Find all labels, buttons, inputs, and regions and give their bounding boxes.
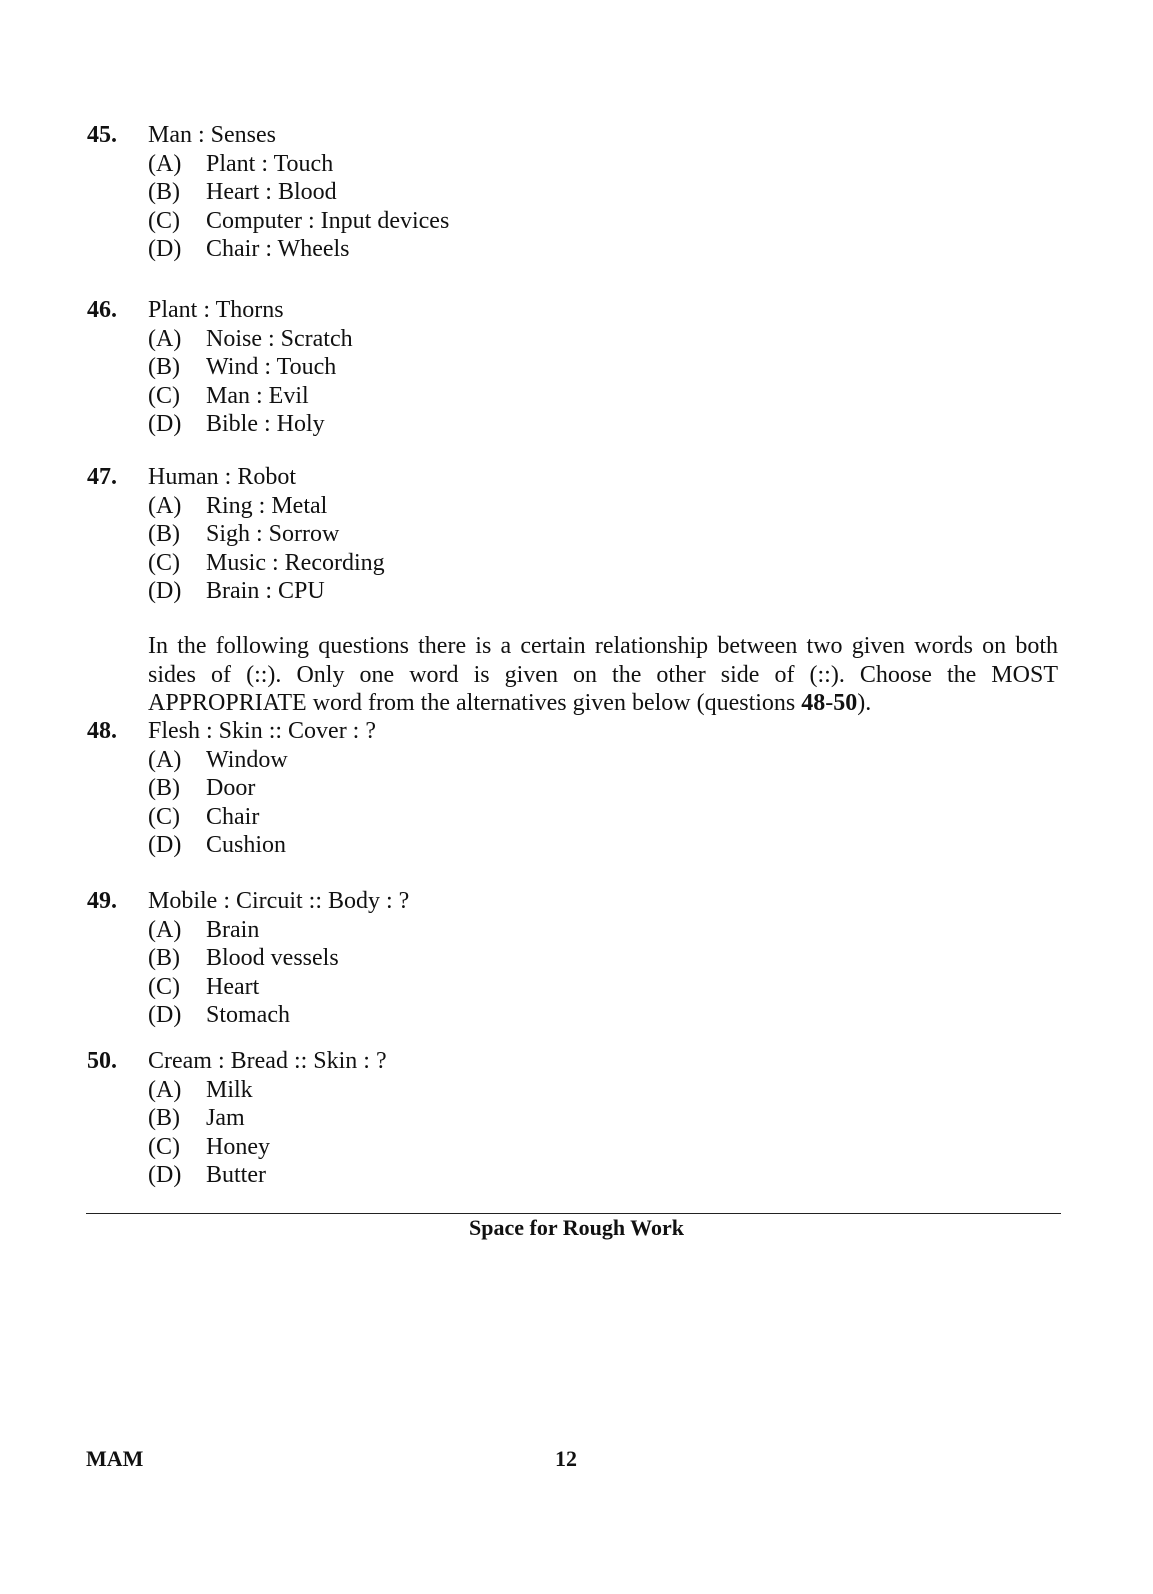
option-label: (A) [148, 746, 182, 773]
option-text: Blood vessels [206, 945, 339, 971]
instruction-range-separator: - [825, 690, 834, 716]
option-c [148, 803, 1077, 832]
question-number: 45. [87, 122, 117, 148]
option-text: Noise : Scratch [206, 325, 353, 352]
option-list [148, 916, 1077, 1030]
option-text: Cushion [206, 832, 287, 858]
option-text: Window [206, 746, 288, 773]
rough-work-divider [86, 1213, 1061, 1214]
option-text: Wind : Touch [206, 354, 337, 380]
option-text: Milk [206, 1076, 253, 1103]
option-text: Door [206, 775, 256, 801]
option-text: Plant : Touch [206, 150, 334, 177]
question-stem: Mobile : Circuit :: Body : ? [148, 888, 410, 914]
question-number: 50. [87, 1048, 117, 1074]
option-c [148, 1133, 1077, 1162]
option-text: Stomach [206, 1002, 290, 1028]
option-text: Computer : Input devices [206, 207, 450, 234]
option-label: (C) [148, 549, 180, 576]
option-b [148, 178, 1077, 207]
question-number: 46. [87, 297, 117, 323]
option-label: (D) [148, 1002, 182, 1028]
option-text: Music : Recording [206, 549, 385, 576]
option-label: (C) [148, 382, 180, 409]
option-label: (B) [148, 945, 180, 971]
option-text: Heart [206, 973, 260, 1000]
instruction-text: In the following questions there is a certain relationship between two given words on both sides of (::). Only one word is given on the other side of (::). Choose the MOST APPROPRIATE word from the alternatives given below (questions [148, 633, 1058, 716]
option-label: (A) [148, 492, 182, 519]
option-text: Chair [206, 803, 260, 830]
option-d [148, 831, 1077, 860]
option-list [148, 746, 1077, 860]
option-text: Sigh : Sorrow [206, 521, 340, 547]
option-label: (A) [148, 150, 182, 177]
option-text: Brain [206, 916, 260, 943]
question-number: 49. [87, 888, 117, 914]
option-text: Brain : CPU [206, 578, 325, 604]
option-a [148, 746, 1077, 775]
option-a [148, 916, 1077, 945]
question-stem: Man : Senses [148, 122, 276, 148]
option-label: (D) [148, 1162, 182, 1188]
option-b [148, 944, 1077, 973]
option-d [148, 410, 1077, 439]
option-c [148, 207, 1077, 236]
instruction-text-end: ). [857, 690, 872, 716]
option-label: (A) [148, 1076, 182, 1103]
option-c [148, 973, 1077, 1002]
question-stem: Human : Robot [148, 464, 296, 490]
option-label: (D) [148, 832, 182, 858]
option-label: (C) [148, 973, 180, 1000]
option-b [148, 774, 1077, 803]
option-d [148, 235, 1077, 264]
option-d [148, 1001, 1077, 1030]
question-46 [87, 296, 1077, 439]
option-list [148, 150, 1077, 264]
option-label: (C) [148, 1133, 180, 1160]
footer-page-number: 12 [555, 1446, 577, 1471]
option-b [148, 520, 1077, 549]
option-label: (A) [148, 916, 182, 943]
option-label: (B) [148, 775, 180, 801]
option-d [148, 1161, 1077, 1190]
option-label: (D) [148, 578, 182, 604]
option-c [148, 549, 1077, 578]
question-stem: Plant : Thorns [148, 297, 284, 323]
question-45 [87, 121, 1077, 264]
option-label: (B) [148, 521, 180, 547]
question-stem: Flesh : Skin :: Cover : ? [148, 718, 376, 744]
option-text: Man : Evil [206, 382, 309, 409]
question-49 [87, 887, 1077, 1030]
option-a [148, 150, 1077, 179]
option-text: Bible : Holy [206, 411, 325, 437]
question-47 [87, 463, 1077, 606]
option-text: Honey [206, 1133, 270, 1160]
option-label: (D) [148, 411, 182, 437]
option-label: (B) [148, 1105, 180, 1131]
option-a [148, 325, 1077, 354]
option-b [148, 1104, 1077, 1133]
option-list [148, 492, 1077, 606]
option-d [148, 577, 1077, 606]
question-stem: Cream : Bread :: Skin : ? [148, 1048, 387, 1074]
option-text: Ring : Metal [206, 492, 328, 519]
instruction-paragraph [148, 632, 1058, 718]
question-50 [87, 1047, 1077, 1190]
option-label: (B) [148, 354, 180, 380]
instruction-range-start: 48 [801, 690, 826, 716]
question-number: 48. [87, 718, 117, 744]
option-text: Jam [206, 1105, 245, 1131]
option-a [148, 1076, 1077, 1105]
rough-work-label: Space for Rough Work [469, 1215, 684, 1240]
option-label: (B) [148, 179, 180, 205]
option-label: (D) [148, 236, 182, 262]
option-text: Chair : Wheels [206, 236, 350, 262]
instruction-range-end: 50 [833, 690, 858, 716]
option-b [148, 353, 1077, 382]
option-label: (A) [148, 325, 182, 352]
option-list [148, 1076, 1077, 1190]
option-a [148, 492, 1077, 521]
option-list [148, 325, 1077, 439]
option-text: Heart : Blood [206, 179, 337, 205]
option-c [148, 382, 1077, 411]
option-text: Butter [206, 1162, 266, 1188]
question-48 [87, 717, 1077, 860]
footer-exam-code: MAM [86, 1446, 144, 1471]
option-label: (C) [148, 207, 180, 234]
question-number: 47. [87, 464, 117, 490]
option-label: (C) [148, 803, 180, 830]
